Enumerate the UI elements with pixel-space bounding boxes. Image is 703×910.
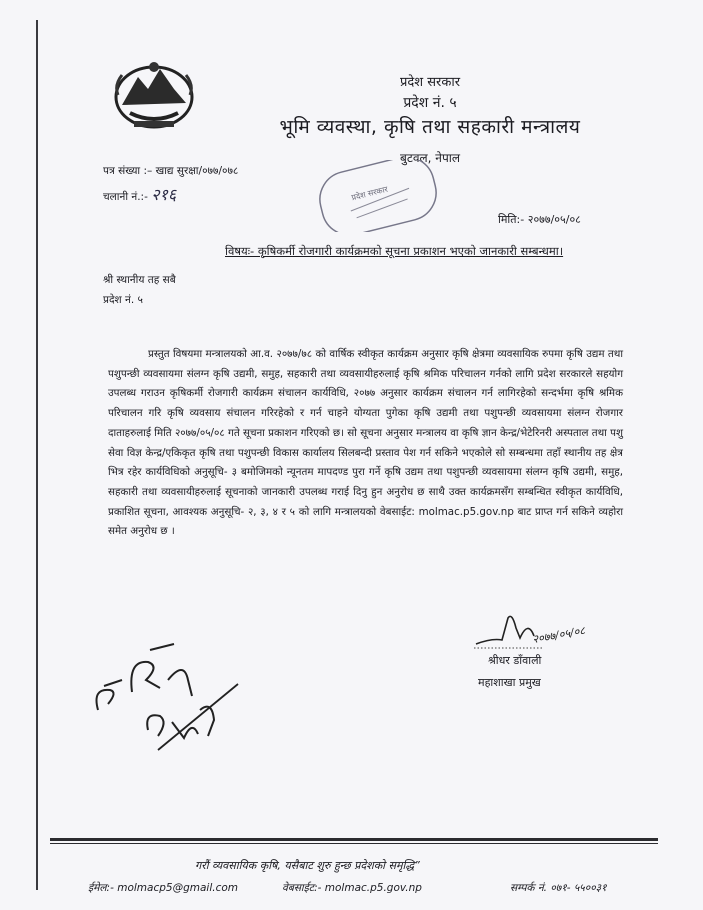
dispatch-number (103, 183, 176, 205)
footer-website (282, 881, 422, 895)
signatory-name: श्रीधर डाँवाली (488, 654, 542, 667)
header-location: बुटवल, नेपाल (399, 151, 461, 165)
footer-email (88, 881, 238, 895)
footer-slogan: गरौं व्यवसायिक कृषि, यसैबाट शुरु हुन्छ प्रदेशको समृद्धि” (195, 859, 420, 872)
handwritten-note (88, 640, 268, 755)
header-government: प्रदेश सरकार (399, 75, 461, 90)
header-ministry: भूमि व्यवस्था, कृषि तथा सहकारी मन्त्रालय (279, 116, 581, 138)
footer-email-value: molmacp5@gmail.com (117, 882, 239, 894)
nepal-emblem-icon (108, 55, 200, 135)
addressee-line-1: श्री स्थानीय तह सबै (103, 274, 176, 286)
addressee-line-2: प्रदेश नं. ५ (103, 294, 143, 306)
letter-number-value: खाद्य सुरक्षा/०७७/०७८ (155, 165, 239, 177)
letter-number (103, 164, 238, 178)
signature-mark (472, 608, 612, 656)
letter-number-label: पत्र संख्या :– (103, 165, 153, 177)
dispatch-number-label: चलानी नं.:- (103, 191, 148, 203)
footer-rule-thick (50, 838, 658, 841)
footer-phone-label: सम्पर्क नं. (510, 882, 547, 894)
footer-email-label: ईमेल:- (88, 882, 114, 894)
footer-phone (510, 881, 607, 895)
footer-website-label: वेबसाईट:- (282, 882, 322, 894)
letter-subject: विषयः- कृषिकर्मी रोजगारी कार्यक्रमको सूचना प्रकाशन भएको जानकारी सम्बन्धमा। (225, 244, 564, 258)
header-province: प्रदेश नं. ५ (403, 95, 457, 111)
signatory-title: महाशाखा प्रमुख (478, 676, 541, 689)
footer-rule-thin (50, 843, 658, 844)
dispatch-number-value: २१६ (151, 185, 177, 204)
stamp-text: प्रदेश सरकार (350, 184, 389, 203)
signature-date: २०७७/०५/०८ (531, 624, 587, 647)
footer-website-value: molmac.p5.gov.np (324, 882, 422, 894)
office-stamp (318, 160, 438, 232)
letter-body: प्रस्तुत विषयमा मन्त्रालयको आ.व. २०७७/७८ को वार्षिक स्वीकृत कार्यक्रम अनुसार कृषि क्षेत्रमा व्यवसायिक रुपमा कृषि उद्यम तथा पशुपन्छी व्यवसायमा संलग्न कृषि उद्यमी, समुह, सहकारी तथा व्यवसायीहरुलाई कृषि श्रमिक परिचालन गर्नको लागि प्रदेश सरकारले सहयोग उपलब्ध गराउन कृषिकर्मी रोजगारी कार्यक्रम संचालन कार्यविधि, २०७७ अनुसार कार्यक्रम संचालन गर्न लागिरहेको सन्दर्भमा कृषि श्रमिक परिचालन गरि कृषि व्यवसाय संचालन गरिरहेको र गर्न चाहने योग्यता पुगेका कृषि उद्यमी तथा पशुपन्छी व्यवसायमा संलग्न रोजगार दाताहरुलाई मिति २०७७/०५/०८ गते सूचना प्रकाशन गरिएको छ। सो सूचना अनुसार मन्त्रालय वा कृषि ज्ञान केन्द्र/भेटेरिनरी अस्पताल तथा पशु सेवा विज्ञ केन्द्र/एकिकृत कृषि तथा पशुपन्छी विकास कार्यालय सिलबन्दी प्रस्ताव पेश गर्न सकिने भएकोले सो सम्बन्धमा तहाँ स्थानीय तह क्षेत्र भित्र रहेर कार्यविधिको अनुसूचि- ३ बमोजिमको न्यूनतम मापदण्ड पुरा गर्ने कृषि उद्यम तथा पशुपन्छी व्यवसायमा संलग्न कृषि उद्यमी, समुह, सहकारी तथा व्यवसायीहरुलाई सूचनाको जानकारी उपलब्ध गराई दिनु हुन अनुरोध छ साथै उक्त कार्यक्रमसँग सम्बन्धित स्वीकृत कार्यविधि, प्रकाशित सूचना, आवश्यक अनुसूचि- २, ३, ४ र ५ को लागि मन्त्रालयको वेबसाईट: molmac.p5.gov.np बाट प्राप्त गर्न सकिने व्यहोरा समेत अनुरोध छ । (108, 348, 623, 538)
footer-phone-value: ०७१- ५५००३१ (550, 882, 607, 894)
left-margin-line (36, 20, 38, 890)
letter-date: मिति:- २०७७/०५/०८ (498, 213, 581, 226)
